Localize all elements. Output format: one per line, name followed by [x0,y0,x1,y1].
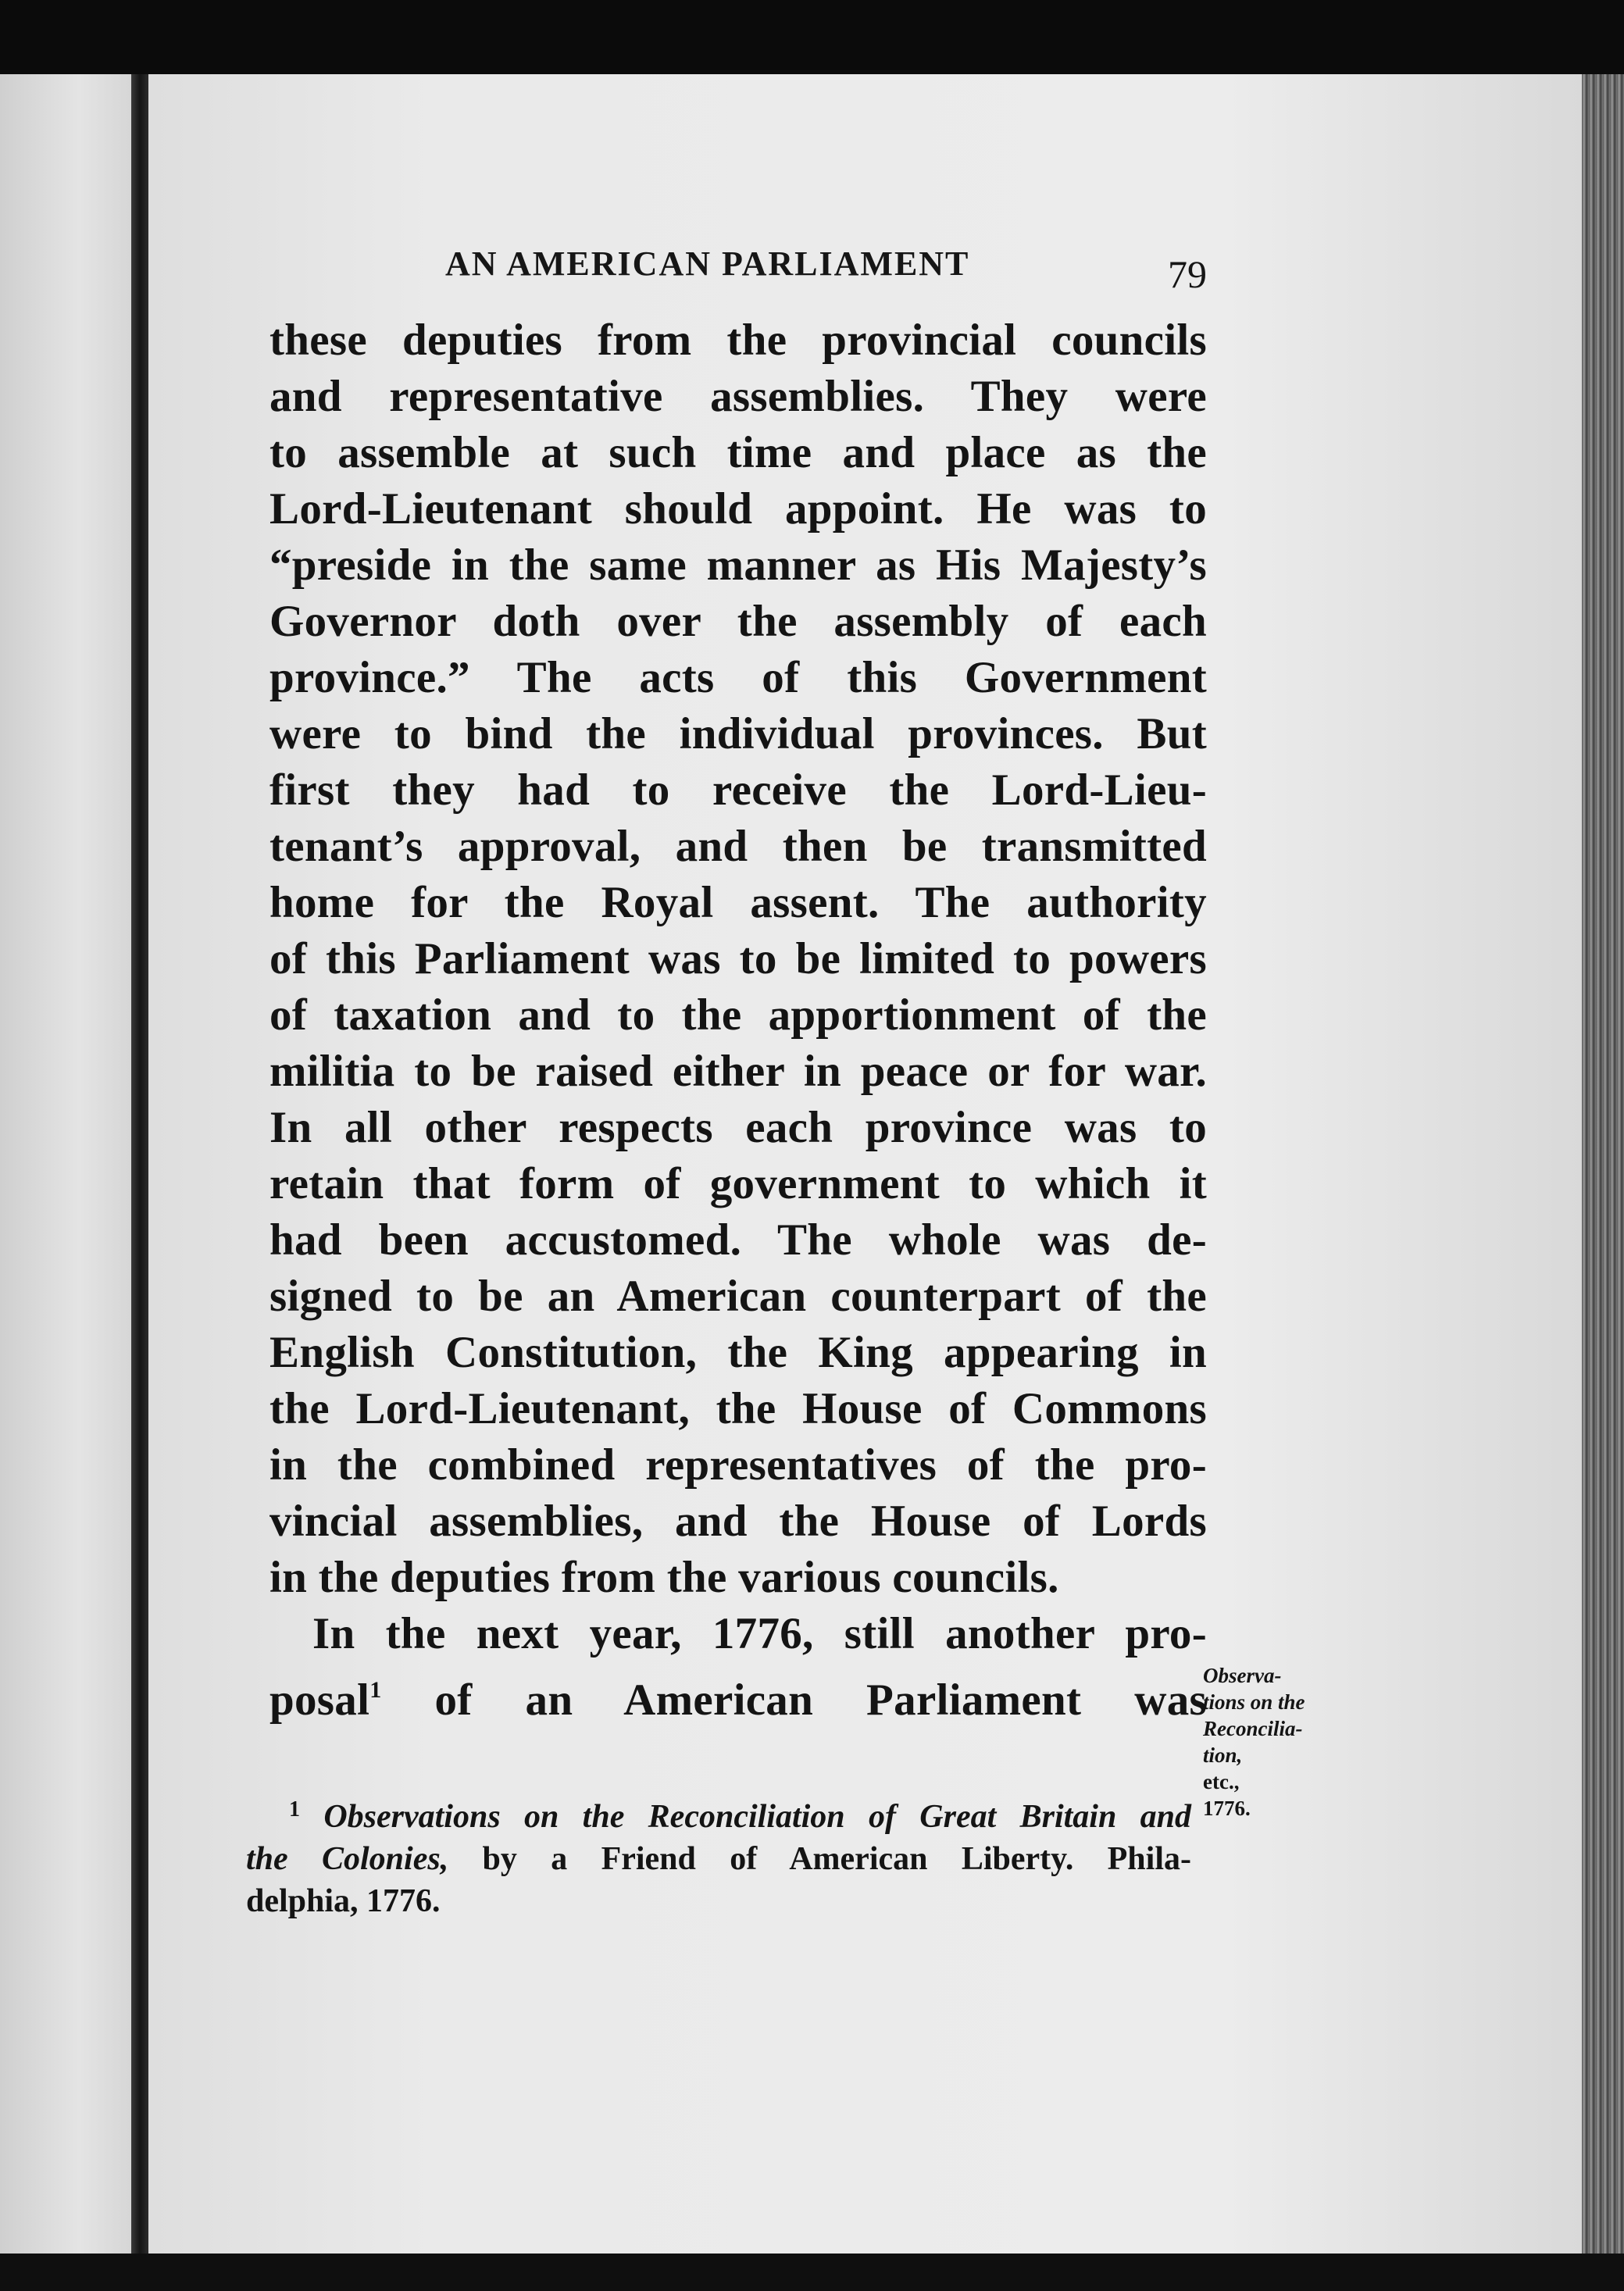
footnote-line1 [246,1789,1191,1838]
sidenote-line: tions on the [1203,1690,1305,1714]
scan-border-bottom [0,2254,1624,2291]
text-line: vincial assemblies, and the House of Lords [269,1497,1207,1546]
footnote [246,1789,1191,1922]
sidenote-line: Reconcilia- [1203,1717,1303,1740]
footnote-number: 1 [289,1797,300,1822]
text-line: to assemble at such time and place as the [269,428,1207,477]
sidenote-line: 1776. [1203,1797,1251,1820]
page-edge-right [1582,74,1624,2254]
footnote-line2 [246,1838,1191,1880]
paragraph2-line1: In the next year, 1776, still another pro- [312,1609,1207,1658]
paragraph2-line2-start: posal [269,1675,370,1725]
text-line: and representative assemblies. They were [269,372,1207,421]
text-line: Lord-Lieutenant should appoint. He was to [269,484,1207,533]
text-line: signed to be an American counterpart of the [269,1272,1207,1321]
text-line: “preside in the same manner as His Majesty’s [269,541,1207,590]
footnote-marker: 1 [369,1677,382,1703]
page-number: 79 [1168,252,1207,296]
text-line: In all other respects each province was to [269,1103,1207,1152]
sidenote-rest: etc., [1203,1770,1240,1793]
text-line: had been accustomed. The whole was de- [269,1215,1207,1265]
text-line: these deputies from the provincial councils [269,316,1207,365]
sidenote-word: tion, [1203,1743,1243,1767]
text-line: in the deputies from the various councils. [269,1553,1059,1602]
previous-page-edge [0,74,131,2254]
text-line: Governor doth over the assembly of each [269,597,1207,646]
footnote-title-end: the Colonies, [246,1841,449,1877]
marginal-note [1203,1662,1375,1822]
text-line: were to bind the individual provinces. But [269,709,1207,758]
text-line: militia to be raised either in peace or for war. [269,1047,1207,1096]
text-line: province.” The acts of this Government [269,653,1207,702]
book-gutter [131,74,148,2254]
running-head: AN AMERICAN PARLIAMENT [445,244,970,283]
paragraph2-line2-end: of an American Parliament was [381,1675,1207,1725]
text-line: in the combined representatives of the pro- [269,1440,1207,1490]
scan-border-top [0,0,1624,74]
text-line: of this Parliament was to be limited to powers [269,934,1207,983]
footnote-title: Observations on the Reconciliation of Great Britain and [323,1799,1191,1835]
sidenote-line [1203,1742,1375,1795]
footnote-line3: delphia, 1776. [246,1883,441,1919]
body-text [269,312,1207,1725]
text-line: of taxation and to the apportionment of the [269,990,1207,1040]
sidenote-line: Observa- [1203,1664,1282,1687]
text-line: retain that form of government to which it [269,1159,1207,1208]
text-line: first they had to receive the Lord-Lieu- [269,765,1207,815]
text-line: tenant’s approval, and then be transmitted [269,822,1207,871]
text-line: home for the Royal assent. The authority [269,878,1207,927]
text-line: the Lord-Lieutenant, the House of Commons [269,1384,1207,1433]
footnote-line2-rest: by a Friend of American Liberty. Phila- [448,1841,1191,1877]
text-line: English Constitution, the King appearing in [269,1328,1207,1377]
paragraph2-line2 [269,1662,1207,1725]
